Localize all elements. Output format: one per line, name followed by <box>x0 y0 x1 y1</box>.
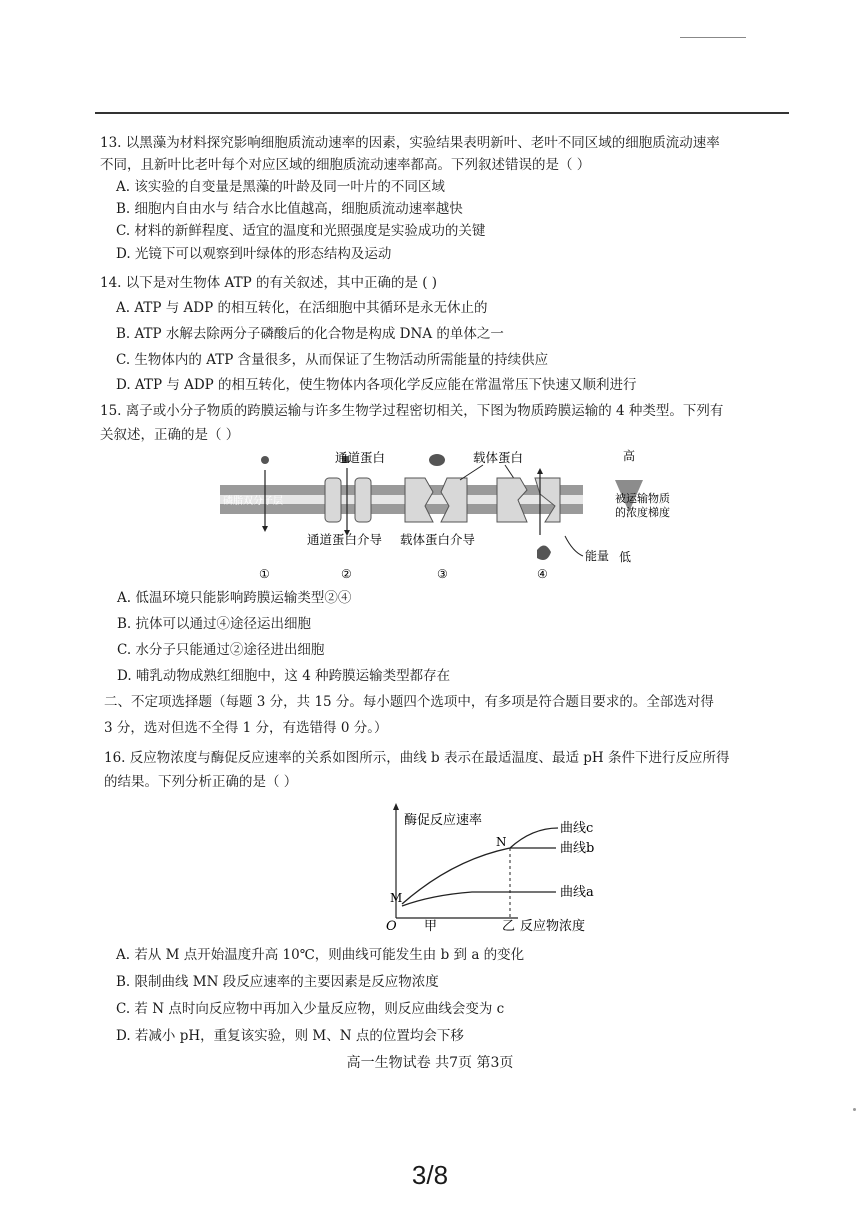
x-tick-yi: 乙 <box>502 919 516 934</box>
q15-stem-line1: 15. 离子或小分子物质的跨膜运输与许多生物学过程密切相关，下图为物质跨膜运输的 4 种类型。下列有 <box>100 403 724 419</box>
section2-heading-line2: 3 分，选对但选不全得 1 分，有选错得 0 分。） <box>104 720 388 736</box>
q14-option-c: C. 生物体内的 ATP 含量很多，从而保证了生物活动所需能量的持续供应 <box>116 352 549 368</box>
q13-option-d: D. 光镜下可以观察到叶绿体的形态结构及运动 <box>116 246 392 262</box>
q16-option-a: A. 若从 M 点开始温度升高 10℃，则曲线可能发生由 b 到 a 的变化 <box>116 947 525 963</box>
scan-speck <box>853 1108 856 1111</box>
q15-stem-line2: 关叙述，正确的是（ ） <box>100 427 240 443</box>
x-axis-label: 反应物浓度 <box>520 919 586 934</box>
y-axis-label: 酶促反应速率 <box>404 813 483 828</box>
curve-a-line <box>402 892 556 906</box>
q15-option-c: C. 水分子只能通过②途径进出细胞 <box>117 642 325 658</box>
header-rule <box>95 112 789 114</box>
gradient-label-2: 的浓度梯度 <box>615 506 670 519</box>
carrier-mediated-label: 载体蛋白介导 <box>400 532 476 547</box>
q13-option-b: B. 细胞内自由水与 结合水比值越高，细胞质流动速率越快 <box>116 201 463 217</box>
enzyme-rate-chart <box>372 800 622 940</box>
type-number-3: ③ <box>437 567 448 581</box>
q15-option-d: D. 哺乳动物成熟红细胞中，这 4 种跨膜运输类型都存在 <box>117 668 451 684</box>
energy-label: 能量 <box>585 549 610 563</box>
q13-option-a: A. 该实验的自变量是黑藻的叶龄及同一叶片的不同区域 <box>116 179 445 195</box>
point-m-label: M <box>390 891 403 905</box>
channel-mediated-label: 通道蛋白介导 <box>307 532 383 547</box>
q15-option-a: A. 低温环境只能影响跨膜运输类型②④ <box>117 590 352 606</box>
q14-option-a: A. ATP 与 ADP 的相互转化，在活细胞中其循环是永无休止的 <box>116 300 488 316</box>
atp-energy-blob <box>537 545 551 560</box>
section2-heading-line1: 二、不定项选择题（每题 3 分，共 15 分。每小题四个选项中，有多项是符合题目要求的。全部选对得 <box>104 694 714 710</box>
high-label: 高 <box>623 449 636 463</box>
q14-option-d: D. ATP 与 ADP 的相互转化，使生物体内各项化学反应能在常温常压下快速又顺利进行 <box>116 377 637 393</box>
q16-option-d: D. 若减小 pH，重复该实验，则 M、N 点的位置均会下移 <box>116 1028 464 1044</box>
type-number-1: ① <box>259 567 270 581</box>
gradient-label-1: 被运输物质 <box>615 492 670 505</box>
carrier-protein-label: 载体蛋白 <box>473 450 524 465</box>
q16-option-c: C. 若 N 点时向反应物中再加入少量反应物，则反应曲线会变为 c <box>116 1001 505 1017</box>
page-number: 3/8 <box>411 1160 449 1190</box>
low-label: 低 <box>619 550 632 564</box>
q13-stem-line1: 13. 以黑藻为材料探究影响细胞质流动速率的因素，实验结果表明新叶、老叶不同区域的细胞质流动速率 <box>100 135 720 151</box>
q14-stem: 14. 以下是对生物体 ATP 的有关叙述，其中正确的是 ( ) <box>100 275 438 291</box>
curve-c-label: 曲线c <box>560 821 594 836</box>
q16-stem-line1: 16. 反应物浓度与酶促反应速率的关系如图所示，曲线 b 表示在最适温度、最适 pH 条件下进行反应所得 <box>104 750 730 766</box>
point-n-label: N <box>496 835 507 849</box>
curve-b-label: 曲线b <box>560 841 595 856</box>
origin-label: O <box>386 919 397 934</box>
molecule-dot-1 <box>261 456 269 464</box>
q16-stem-line2: 的结果。下列分析正确的是（ ） <box>104 774 298 790</box>
molecule-oval <box>429 454 445 466</box>
q15-option-b: B. 抗体可以通过④途径运出细胞 <box>117 616 312 632</box>
curve-a-label: 曲线a <box>560 885 594 900</box>
membrane-transport-diagram <box>215 440 675 585</box>
q14-option-b: B. ATP 水解去除两分子磷酸后的化合物是构成 DNA 的单体之一 <box>116 326 504 342</box>
x-tick-jia: 甲 <box>424 919 438 934</box>
q13-option-c: C. 材料的新鲜程度、适宜的温度和光照强度是实验成功的关键 <box>116 223 486 239</box>
bilayer-label: 磷脂双分子层 <box>223 496 283 507</box>
type-number-4: ④ <box>537 567 548 581</box>
scan-mark <box>680 37 746 38</box>
q13-stem-line2: 不同，且新叶比老叶每个对应区域的细胞质流动速率都高。下列叙述错误的是（ ） <box>100 157 591 173</box>
q16-option-b: B. 限制曲线 MN 段反应速率的主要因素是反应物浓度 <box>116 974 439 990</box>
type-number-2: ② <box>341 567 352 581</box>
page-footer: 高一生物试卷 共7页 第3页 <box>346 1055 514 1071</box>
channel-protein-label: 通道蛋白 <box>335 450 386 465</box>
